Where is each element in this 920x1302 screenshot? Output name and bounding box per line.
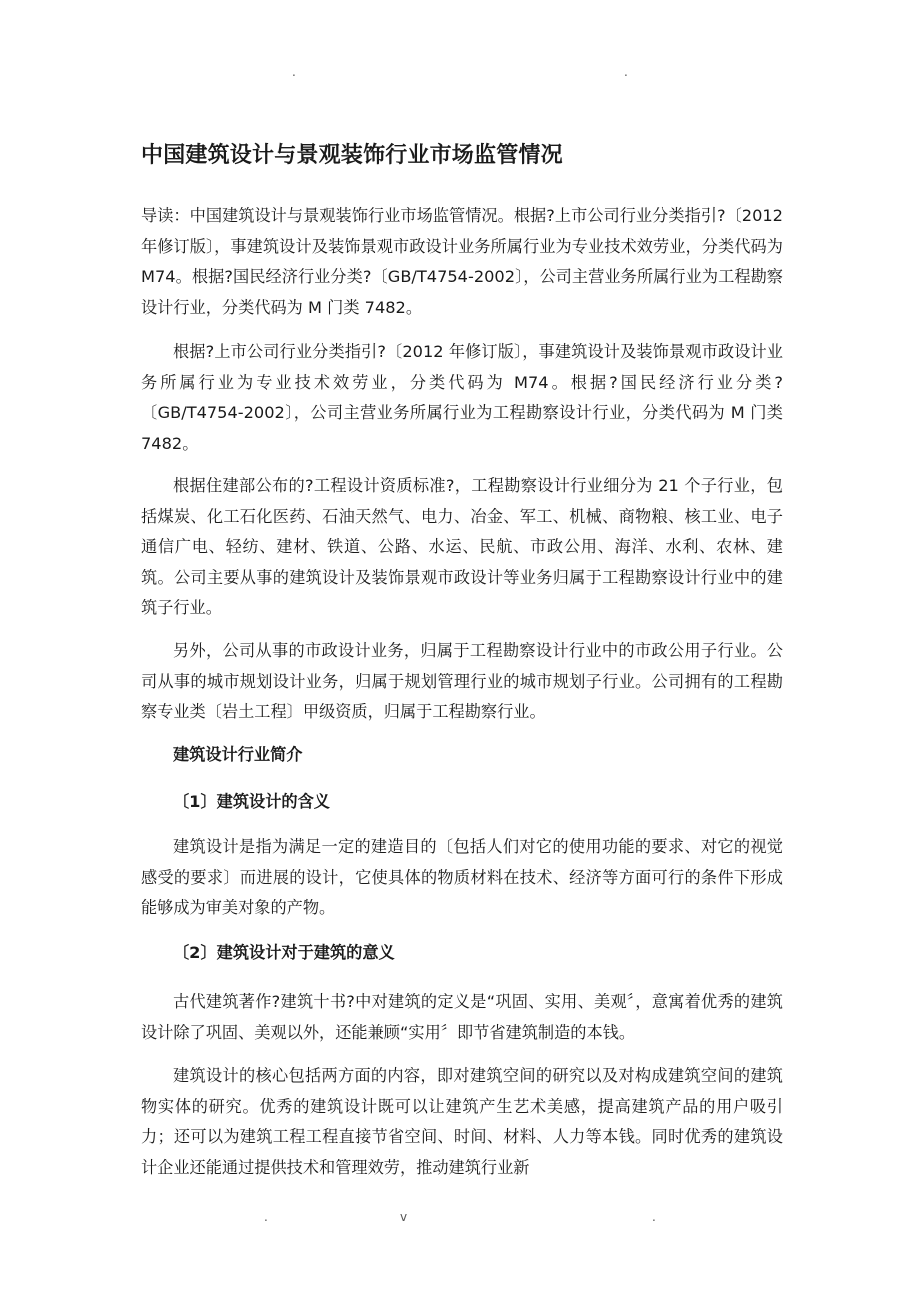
footer-dot-left: . [264, 1210, 268, 1224]
footer-page-mark: v [400, 1210, 408, 1224]
header-dot-right: . [624, 65, 628, 79]
paragraph-definition: 建筑设计是指为满足一定的建造目的〔包括人们对它的使用功能的要求、对它的视觉感受的要求〕而进展的设计，它使具体的物质材料在技术、经济等方面可行的条件下形成能够成为审美对象的产物。 [141, 837, 783, 917]
subheading-significance: 〔2〕建筑设计对于建筑的意义 [173, 943, 395, 962]
subheading-definition: 〔1〕建筑设计的含义 [173, 792, 330, 811]
paragraph-sub-industries: 根据住建部公布的?工程设计资质标准?，工程勘察设计行业细分为 21 个子行业，包括煤炭、化工石化医药、石油天然气、电力、冶金、军工、机械、商物粮、核工业、电子通信广电、轻纺、建材、铁道、公路、水运、民航、市政公用、海洋、水利、农林、建筑。公司主要从事的建筑设计及装饰景观市政设计等业务归属于工程勘察设计行业中的建筑子行业。 [141, 476, 783, 617]
page-title: 中国建筑设计与景观装饰行业市场监管情况 [141, 143, 563, 168]
section-heading-overview: 建筑设计行业简介 [173, 745, 303, 764]
footer-dot-right: . [652, 1210, 656, 1224]
paragraph-other-business: 另外，公司从事的市政设计业务，归属于工程勘察设计行业中的市政公用子行业。公司从事的城市规划设计业务，归属于规划管理行业的城市规划子行业。公司拥有的工程勘察专业类〔岩土工程〕甲级资质，归属于工程勘察行业。 [141, 641, 783, 721]
paragraph-design-core: 建筑设计的核心包括两方面的内容，即对建筑空间的研究以及对构成建筑空间的建筑物实体的研究。优秀的建筑设计既可以让建筑产生艺术美感，提高建筑产品的用户吸引力；还可以为建筑工程工程直接节省空间、时间、材料、人力等本钱。同时优秀的建筑设计企业还能通过提供技术和管理效劳，推动建筑行业新 [141, 1066, 783, 1177]
intro-paragraph: 导读：中国建筑设计与景观装饰行业市场监管情况。根据?上市公司行业分类指引?〔2012 年修订版〕，事建筑设计及装饰景观市政设计业务所属行业为专业技术效劳业，分类代码为 M74。根据?国民经济行业分类?〔GB/T4754-2002〕，公司主营业务所属行业为工程勘察设计行业，分类代码为 M 门类 7482。 [141, 206, 783, 317]
paragraph-ancient-definition: 古代建筑著作?建筑十书?中对建筑的定义是“巩固、实用、美观〞，意寓着优秀的建筑设计除了巩固、美观以外，还能兼顾“实用〞即节省建筑制造的本钱。 [141, 992, 783, 1042]
paragraph-industry-classification: 根据?上市公司行业分类指引?〔2012 年修订版〕，事建筑设计及装饰景观市政设计业务所属行业为专业技术效劳业，分类代码为 M74。根据?国民经济行业分类?〔GB/T4754-2002〕，公司主营业务所属行业为工程勘察设计行业，分类代码为 M 门类 7482。 [141, 342, 783, 453]
header-dot-left: . [292, 65, 296, 79]
